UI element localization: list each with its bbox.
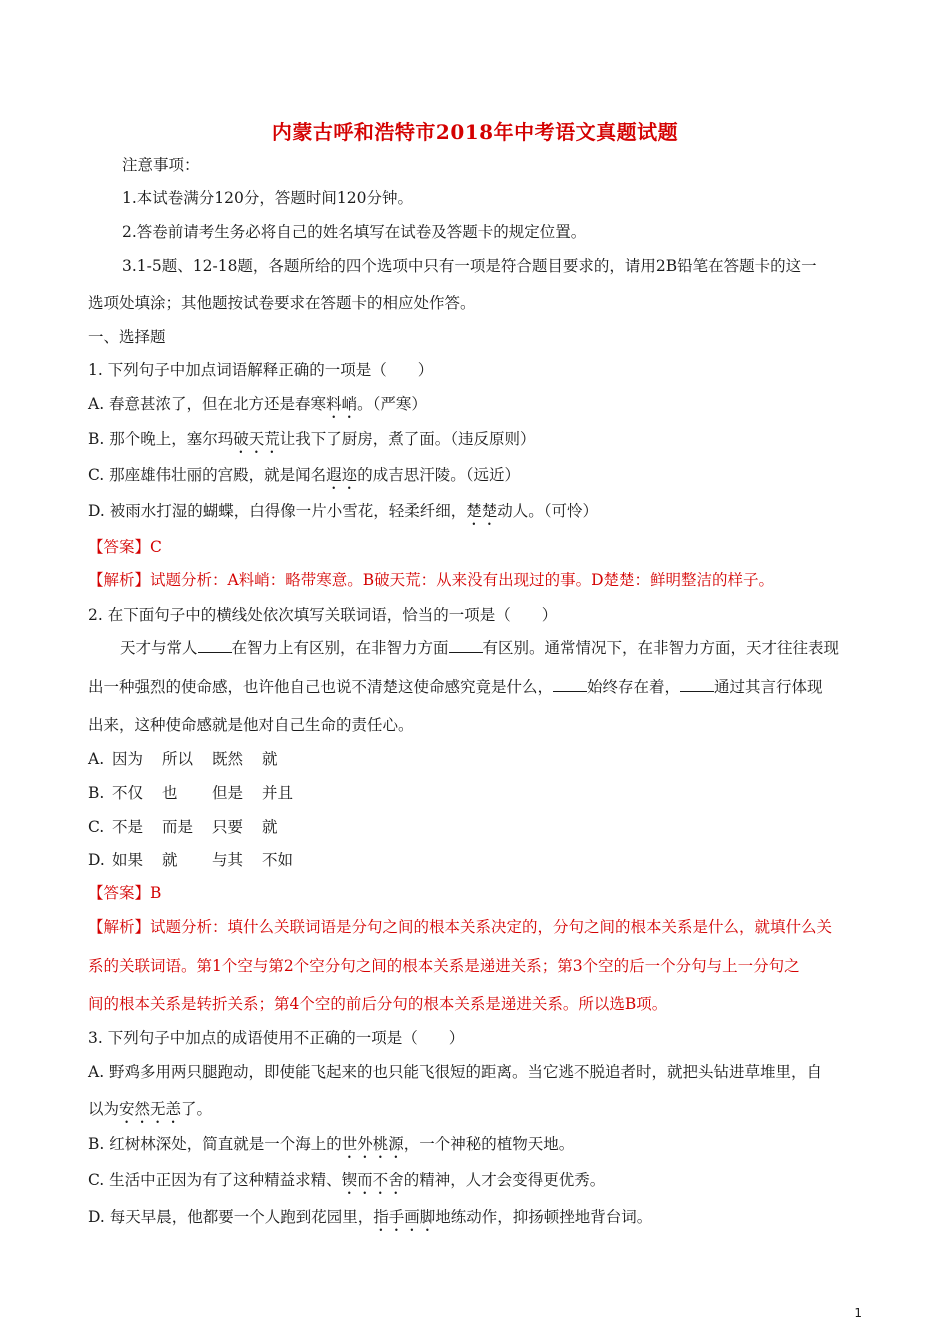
q2-passage-line-3: 出来，这种使命感就是他对自己生命的责任心。: [88, 716, 414, 734]
q1-stem: 1. 下列句子中加点词语解释正确的一项是（ ）: [88, 361, 434, 379]
q1-option-b: B. 那个晚上，塞尔玛破天荒让我下了厨房，煮了面。（违反原则）: [88, 430, 536, 448]
q2-passage-line-2: 出一种强烈的使命感，也许他自己也说不清楚这使命感究竟是什么， 始终存在着， 通过其言行体现: [88, 678, 823, 696]
q3-b-dotted-idiom: 世外桃源: [341, 1135, 404, 1153]
q3-option-d: D. 每天早晨，他都要一个人跑到花园里，指手画脚地练动作，抑扬顿挫地背台词。: [88, 1208, 653, 1226]
q3-option-a-line-1: A. 野鸡多用两只腿跑动，即使能飞起来的也只能飞很短的距离。当它逃不脱追者时，就把头钻进草堆里，自: [88, 1063, 823, 1081]
q3-stem: 3. 下列句子中加点的成语使用不正确的一项是（ ）: [88, 1029, 465, 1047]
blank-2: [449, 638, 483, 653]
page-number: 1: [854, 1306, 862, 1320]
q1-c-dotted-word: 遐迩: [326, 466, 358, 484]
q2-stem: 2. 在下面句子中的横线处依次填写关联词语，恰当的一项是（ ）: [88, 606, 558, 624]
q1-d-dotted-word: 楚楚: [466, 502, 498, 520]
q2-analysis-line-2: 系的关联词语。第1个空与第2个空分句之间的根本关系是递进关系；第3个空的后一个分句与上一分句之: [88, 957, 800, 975]
notice-heading: 注意事项：: [122, 156, 200, 174]
notice-item-3-line-2: 选项处填涂；其他题按试卷要求在答题卡的相应处作答。: [88, 294, 476, 312]
notice-item-1: 1.本试卷满分120分，答题时间120分钟。: [122, 189, 413, 207]
q3-d-dotted-idiom: 指手画脚: [373, 1208, 436, 1226]
q2-answer: 【答案】B: [88, 884, 162, 902]
q1-a-dotted-word: 料峭: [326, 395, 358, 413]
q2-option-c: C. 不是 而是 只要 就: [88, 818, 278, 836]
q1-analysis: 【解析】试题分析：A料峭：略带寒意。B破天荒：从来没有出现过的事。D楚楚：鲜明整洁的样子。: [88, 571, 775, 589]
q2-option-b: B. 不仅 也 但是 并且: [88, 784, 294, 802]
q3-option-b: B. 红树林深处，简直就是一个海上的世外桃源，一个神秘的植物天地。: [88, 1135, 575, 1153]
q1-answer: 【答案】C: [88, 538, 162, 556]
q3-option-c: C. 生活中正因为有了这种精益求精、锲而不舍的精神，人才会变得更优秀。: [88, 1171, 606, 1189]
blank-4: [680, 677, 714, 692]
section-heading: 一、选择题: [88, 328, 166, 346]
q3-c-dotted-idiom: 锲而不舍: [341, 1171, 404, 1189]
q1-b-dotted-word: 破天荒: [233, 430, 280, 448]
q1-option-d: D. 被雨水打湿的蝴蝶，白得像一片小雪花，轻柔纤细，楚楚动人。（可怜）: [88, 502, 599, 520]
blank-3: [553, 677, 587, 692]
q3-option-a-line-2: 以为安然无恙了。: [88, 1100, 213, 1118]
q1-option-a: A. 春意甚浓了，但在北方还是春寒料峭。（严寒）: [88, 395, 427, 413]
q2-analysis-line-3: 间的根本关系是转折关系；第4个空的前后分句的根本关系是递进关系。所以选B项。: [88, 995, 668, 1013]
q3-a-dotted-idiom: 安然无恙: [119, 1100, 182, 1118]
q2-option-a: A. 因为 所以 既然 就: [88, 750, 278, 768]
notice-item-3-line-1: 3.1-5题、12-18题，各题所给的四个选项中只有一项是符合题目要求的，请用2B铅笔在答题卡的这一: [122, 257, 817, 275]
q1-option-c: C. 那座雄伟壮丽的宫殿，就是闻名遐迩的成吉思汗陵。（远近）: [88, 466, 520, 484]
q2-option-d: D. 如果 就 与其 不如: [88, 851, 294, 869]
page-title: 内蒙古呼和浩特市2018年中考语文真题试题: [271, 120, 679, 144]
q2-passage-line-1: 天才与常人 在智力上有区别，在非智力方面 有区别。通常情况下，在非智力方面，天才往往表现: [120, 639, 840, 657]
q2-analysis-line-1: 【解析】试题分析：填什么关联词语是分句之间的根本关系决定的，分句之间的根本关系是什么，就填什么关: [88, 918, 833, 936]
notice-item-2: 2.答卷前请考生务必将自己的姓名填写在试卷及答题卡的规定位置。: [122, 223, 587, 241]
blank-1: [198, 638, 232, 653]
